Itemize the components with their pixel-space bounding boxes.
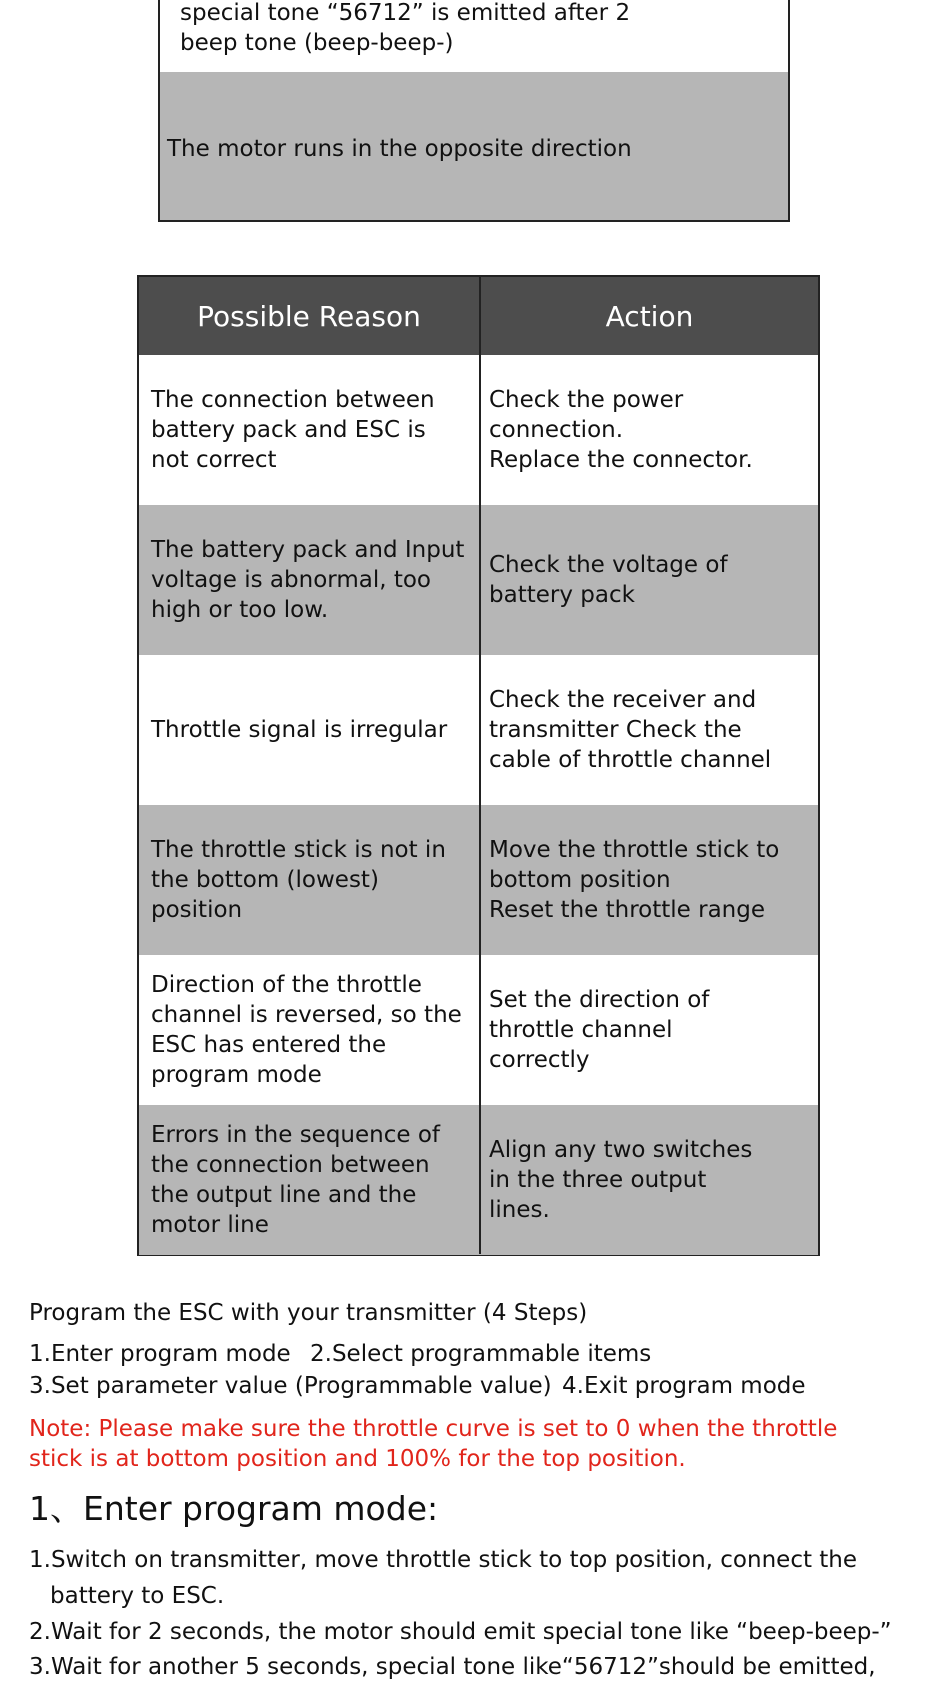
reason-cell: The throttle stick is not in the bottom (lowest) position <box>151 837 446 923</box>
instruction-line: battery to ESC. <box>50 1583 225 1609</box>
troubleshooting-table <box>137 275 820 1256</box>
problem-motor-opposite-direction: The motor runs in the opposite direction <box>167 136 632 162</box>
program-step-4: 4.Exit program mode <box>562 1373 806 1399</box>
previous-row-line-2: beep tone (beep-beep-) <box>180 30 454 56</box>
header-action: Action <box>481 277 818 355</box>
program-intro: Program the ESC with your transmitter (4 Steps) <box>29 1300 588 1326</box>
reason-cell: Direction of the throttle channel is reversed, so the ESC has entered the program mode <box>151 972 462 1088</box>
action-cell: Check the power connection. Replace the connector. <box>489 387 753 473</box>
previous-row-white <box>160 0 788 72</box>
throttle-note: Note: Please make sure the throttle curve is set to 0 when the throttle stick is at bottom position and 100% for the top position. <box>29 1416 838 1472</box>
previous-row-text <box>180 0 630 58</box>
action-cell: Check the receiver and transmitter Check the cable of throttle channel <box>489 687 772 773</box>
action-cell: Align any two switches in the three output lines. <box>489 1137 753 1223</box>
header-possible-reason: Possible Reason <box>139 277 479 355</box>
program-step-3: 3.Set parameter value (Programmable value) <box>29 1373 552 1399</box>
section-heading: 1、Enter program mode: <box>29 1489 439 1528</box>
program-step-1: 1.Enter program mode <box>29 1341 291 1367</box>
previous-table-fragment <box>158 0 790 222</box>
previous-row-gray <box>160 72 788 220</box>
reason-cell: The connection between battery pack and ESC is not correct <box>151 387 435 473</box>
reason-cell: Throttle signal is irregular <box>151 717 448 743</box>
action-cell: Set the direction of throttle channel correctly <box>489 987 710 1073</box>
column-divider <box>479 277 481 1254</box>
instruction-line: 2.Wait for 2 seconds, the motor should emit special tone like “beep-beep-” <box>29 1619 892 1645</box>
instruction-line: 3.Wait for another 5 seconds, special tone like“56712”should be emitted, <box>29 1654 876 1680</box>
action-cell: Check the voltage of battery pack <box>489 552 728 608</box>
instruction-line: 1.Switch on transmitter, move throttle stick to top position, connect the <box>29 1547 858 1573</box>
previous-row-line-1: special tone “56712” is emitted after 2 <box>180 0 631 26</box>
program-step-2: 2.Select programmable items <box>310 1341 652 1367</box>
reason-cell: The battery pack and Input voltage is abnormal, too high or too low. <box>151 537 465 623</box>
action-cell: Move the throttle stick to bottom position Reset the throttle range <box>489 837 780 923</box>
reason-cell: Errors in the sequence of the connection between the output line and the motor line <box>151 1122 441 1238</box>
